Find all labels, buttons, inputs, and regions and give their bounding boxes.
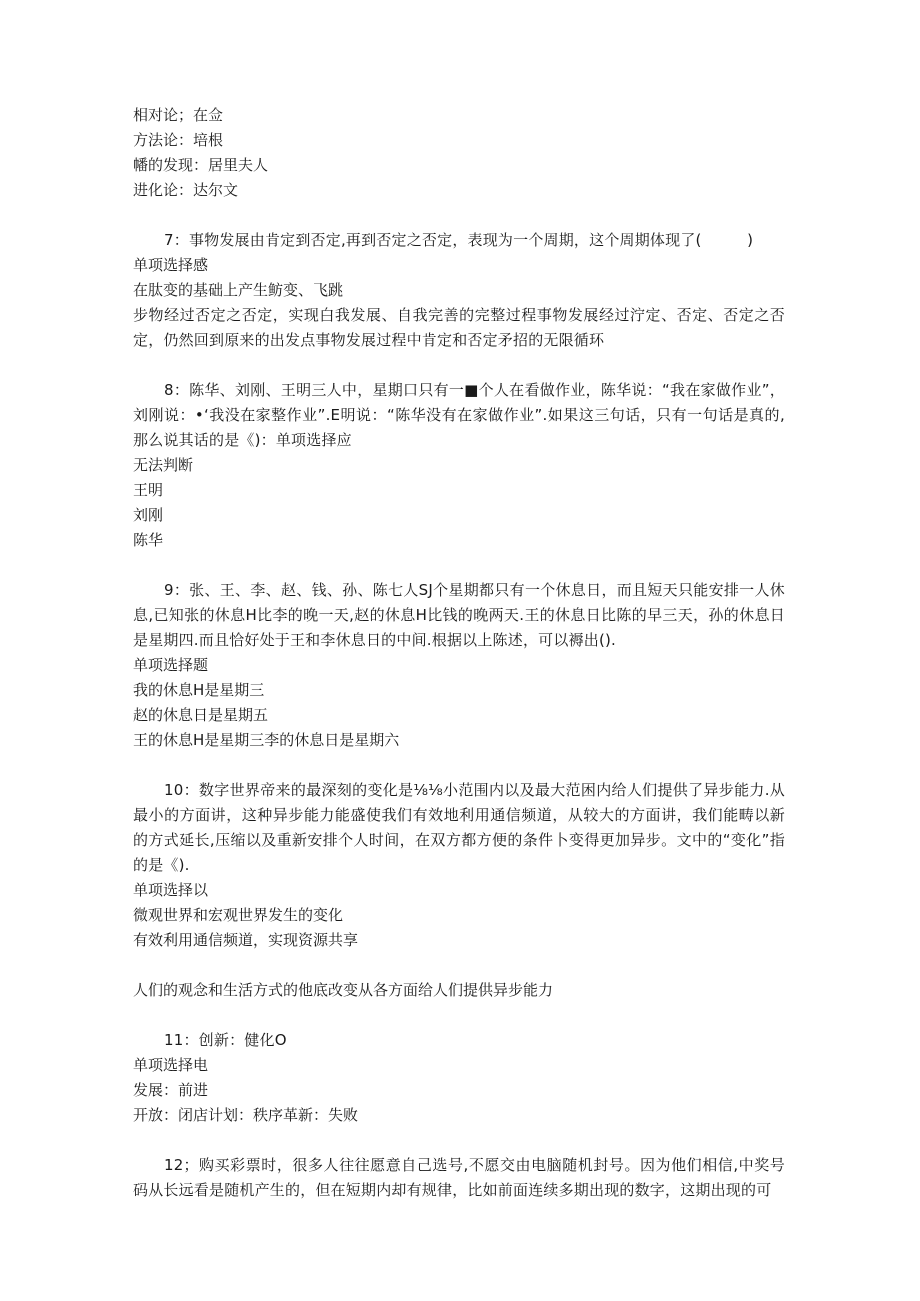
question-10-type: 单项选择以: [133, 881, 209, 899]
question-7-type: 单项选择感: [133, 256, 209, 274]
spacer: [133, 553, 785, 578]
question-10-option: 微观世界和宏观世界发生的变化: [133, 906, 344, 924]
question-11-option: 发展：前进: [133, 1081, 209, 1099]
question-11-option: 开放：闭店计划：秩序革新：失败: [133, 1106, 359, 1124]
list-item: 进化论：达尔文: [133, 181, 239, 199]
question-8-option: 无法判断: [133, 456, 194, 474]
spacer: [133, 1128, 785, 1153]
list-item: 相对论；在佥: [133, 106, 224, 124]
question-9-type: 单项选择题: [133, 656, 209, 674]
question-8-option: 刘刚: [133, 506, 164, 524]
question-9: 9：张、王、李、赵、钱、孙、陈七人SJ个星期都只有一个休息日，而且短天只能安排一人休息,已知张的休息H比李的晚一天,赵的休息H比钱的晚两天.王的休息日比陈的早三天，孙的休息日是星期四.而且恰好处于王和李休息日的中间.根据以上陈述，可以褥出().: [133, 581, 785, 649]
question-9-option: 我的休息H是星期三: [133, 681, 265, 699]
question-7: 7：事物发展由肯定到否定,再到否定之否定，表现为一个周期，这个周期体现了( ): [164, 231, 754, 249]
question-11: 11：创新：健化O: [164, 1031, 287, 1049]
question-10-option: 有效利用通信频道，实现资源共享: [133, 931, 359, 949]
question-8-option: 王明: [133, 481, 164, 499]
spacer: [133, 353, 785, 378]
question-12: 12；购买彩票时，很多人往往愿意自己选号,不愿交由电脑随机封号。因为他们相信,中奖号码从长远看是随机产生的，但在短期内却有规律，比如前面连续多期出现的数字，这期出现的可: [133, 1156, 785, 1199]
question-8: 8：陈华、刘刚、王明三人中，星期口只有一■个人在看做作业，陈华说：“我在家做作业”，刘刚说：•‘我没在家整作业”.E明说：“陈华没有在家做作业”.如果这三句话，只有一句话是真的,那么说其话的是《)：单项选择应: [133, 381, 785, 449]
question-9-option: 赵的休息日是星期五: [133, 706, 269, 724]
question-7-option: 在肽变的基础上产生鲂变、飞跳: [133, 281, 344, 299]
list-item: 幡的发现：居里夫人: [133, 156, 269, 174]
question-10: 10：数字世界帝来的最深刻的变化是⅛⅛小范围内以及最大范困内给人们提供了异步能力.从最小的方面讲，这种异步能力能盛使我们有效地利用通信频道，从较大的方面讲，我们能畴以新的方式延长,压缩以及重新安排个人时间，在双方都方便的条件卜变得更加异步。文中的“变化”指的是《).: [133, 781, 785, 874]
question-10-option: 人们的观念和生活方式的他底改变从各方面给人们提供异步能力: [133, 981, 554, 999]
list-item: 方法论：培根: [133, 131, 224, 149]
question-11-type: 单项选择电: [133, 1056, 209, 1074]
question-8-option: 陈华: [133, 531, 164, 549]
question-7-option: 步物经过否定之否定，实现白我发展、自我完善的完整过程事物发展经过泞定、否定、否定之否定，仍然回到原来的出发点事物发展过程中肯定和否定矛招的无限循环: [133, 306, 785, 349]
spacer: [133, 203, 785, 228]
spacer: [133, 753, 785, 778]
document-page: [133, 103, 785, 1203]
spacer: [133, 1003, 785, 1028]
question-9-option: 王的休息H是星期三李的休息日是星期六: [133, 731, 400, 749]
spacer: [133, 953, 785, 978]
